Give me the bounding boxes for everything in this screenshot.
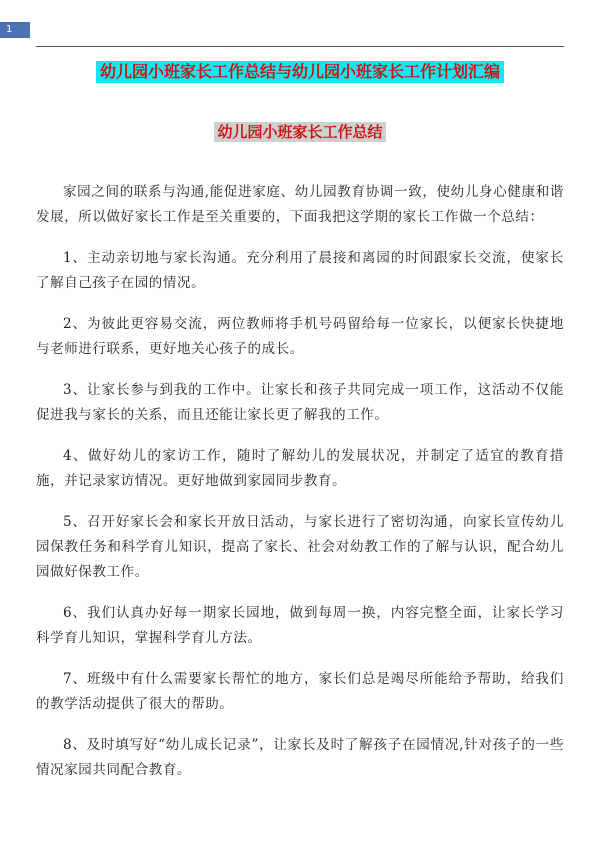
- page-number-badge: 1: [0, 22, 30, 38]
- title-container: [0, 61, 600, 83]
- paragraph-item-1: 1、主动亲切地与家长沟通。充分利用了晨接和离园的时间跟家长交流，使家长了解自己孩子在园的情况。: [36, 250, 564, 291]
- document-title: 幼儿园小班家长工作总结与幼儿园小班家长工作计划汇编: [96, 61, 504, 83]
- paragraph-item-7: 7、班级中有什么需要家长帮忙的地方，家长们总是竭尽所能给予帮助，给我们的教学活动提供了很大的帮助。: [36, 671, 564, 712]
- subtitle-container: [0, 122, 600, 142]
- paragraph-item-6: 6、我们认真办好每一期家长园地，做到每周一换，内容完整全面，让家长学习科学育儿知识，掌握科学育儿方法。: [36, 605, 564, 646]
- paragraph-item-2: 2、为彼此更容易交流，两位教师将手机号码留给每一位家长，以便家长快捷地与老师进行联系，更好地关心孩子的成长。: [36, 316, 564, 357]
- intro-paragraph: 家园之间的联系与沟通,能促进家庭、幼儿园教育协调一致，使幼儿身心健康和谐发展，所以做好家长工作是至关重要的，下面我把这学期的家长工作做一个总结：: [36, 184, 564, 225]
- paragraph-item-4: 4、做好幼儿的家访工作，随时了解幼儿的发展状况，并制定了适宜的教育措施，并记录家访情况。更好地做到家园同步教育。: [36, 448, 564, 489]
- section-heading: 幼儿园小班家长工作总结: [214, 122, 385, 142]
- paragraph-item-8: 8、及时填写好“幼儿成长记录”，让家长及时了解孩子在园情况,针对孩子的一些情况家园共同配合教育。: [36, 737, 564, 778]
- paragraph-item-5: 5、召开好家长会和家长开放日活动，与家长进行了密切沟通，向家长宣传幼儿园保教任务和科学育儿知识，提高了家长、社会对幼教工作的了解与认识，配合幼儿园做好保教工作。: [36, 514, 564, 580]
- document-body: [36, 180, 564, 799]
- paragraph-item-3: 3、让家长参与到我的工作中。让家长和孩子共同完成一项工作，这活动不仅能促进我与家长的关系，而且还能让家长更了解我的工作。: [36, 382, 564, 423]
- header-divider: [36, 46, 564, 47]
